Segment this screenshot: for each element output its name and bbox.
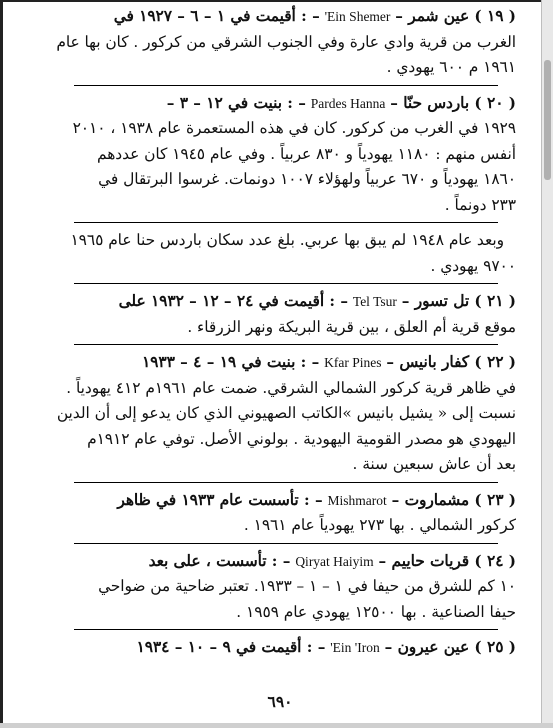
section-divider — [74, 283, 498, 284]
body-line: كركور الشمالي . بها ٢٧٣ يهودياً عام ١٩٦١ . — [243, 516, 516, 534]
body-line: نسبت إلى « يشيل بانيس »الكاتب الصهيوني الذي كان يدعو إلى أن الدين — [56, 404, 516, 422]
entry-heading-line — [44, 4, 516, 30]
entry-heading-text: – : تأسست ، على بعد — [148, 551, 291, 570]
body-line: ١٩٦١ م ٦٠٠ يهودي . — [386, 58, 516, 76]
scrollbar-thumb[interactable] — [544, 60, 551, 180]
entry-heading-text: – : أقيمت في ٩ – ١٠ – ١٩٣٤ — [136, 638, 326, 656]
entry-latin-name: 'Ein 'Iron — [330, 640, 380, 655]
body-line: أنفس منهم : ١١٨٠ يهودياً و ٨٣٠ عربياً . وفي عام ١٩٤٥ كان عددهم — [97, 144, 516, 163]
body-line: الغرب من قرية وادي عارة وفي الجنوب الشرقي من كركور . كان بها عام — [56, 32, 516, 51]
entry-heading-line — [44, 91, 516, 117]
entry-title: ( ٢٤ ) قريات حاييم – — [378, 551, 516, 570]
body-line: وبعد عام ١٩٤٨ لم يبق بها عربي. بلغ عدد سكان باردس حنا عام ١٩٦٥ — [70, 231, 504, 249]
body-line: موقع قرية أم العلق ، بين قرية البريكة ونهر الزرقاء . — [187, 317, 516, 336]
vertical-scrollbar[interactable] — [541, 0, 553, 723]
entry-latin-name: 'Ein Shemer — [324, 9, 391, 24]
section-divider — [74, 482, 498, 483]
entry-title: ( ٢٢ ) كفار بانيس – — [386, 353, 516, 371]
window-top-border — [0, 0, 553, 2]
body-line: ١٩٢٩ في الغرب من كركور. كان في هذه المستعمرة عام ١٩٣٨ ، ٢٠١٠ — [72, 119, 516, 137]
entry-latin-name: Pardes Hanna — [310, 95, 386, 111]
entry-heading-line — [44, 635, 516, 661]
section-divider — [74, 85, 498, 86]
entry-24 — [44, 549, 516, 626]
section-divider — [74, 543, 498, 544]
entry-heading-line — [44, 350, 516, 376]
entry-latin-name: Qiryat Haiyim — [295, 553, 374, 569]
window-left-border — [0, 0, 3, 728]
document-page — [44, 4, 516, 716]
entry-heading-text: – : أقيمت في ١ – ٦ – ١٩٢٧ في — [113, 7, 320, 25]
entry-heading-text: – : بنيت في ١٩ – ٤ – ١٩٣٣ — [141, 353, 320, 371]
entry-title: ( ٢٣ ) مشماروت – — [391, 490, 516, 509]
entry-title: ( ٢٠ ) باردس حنّا – — [390, 93, 516, 112]
entry-21 — [44, 289, 516, 340]
entry-heading-text: – : بنيت في ١٢ – ٣ – — [166, 93, 306, 112]
body-line: اليهودي هو مصدر القومية اليهودية . بولوني الأصل. توفي عام ١٩١٢م — [87, 429, 516, 448]
section-divider — [74, 629, 498, 630]
entry-heading-line — [44, 549, 516, 575]
entry-title: ( ٢٥ ) عين عيرون – — [384, 638, 516, 656]
entry-latin-name: Mishmarot — [327, 492, 387, 508]
entry-heading-line — [44, 488, 516, 514]
page-number: ٦٩٠ — [267, 692, 293, 711]
entry-25 — [44, 635, 516, 661]
entry-20 — [44, 91, 516, 280]
entry-heading-line — [44, 289, 516, 315]
body-line: ١٨٦٠ يهودياً و ٦٧٠ عربياً ولهؤلاء ١٠٠٧ دونمات. غرسوا البرتقال في — [98, 170, 516, 188]
body-line: بعد أن عاش سبعين سنة . — [352, 455, 516, 473]
body-line: ٢٣٣ دونماً . — [444, 195, 516, 214]
entry-19 — [44, 4, 516, 81]
entry-latin-name: Tel Tsur — [352, 294, 397, 309]
entry-heading-text: – : أقيمت في ٢٤ – ١٢ – ١٩٣٢ على — [118, 292, 349, 310]
entry-title: ( ٢١ ) تل تسور – — [401, 292, 516, 310]
body-line: ٩٧٠٠ يهودي . — [430, 256, 516, 275]
entry-title: ( ١٩ ) عين شمر – — [395, 7, 516, 25]
section-divider — [74, 344, 498, 345]
entry-22 — [44, 350, 516, 478]
body-line: ١٠ كم للشرق من حيفا في ١ – ١ – ١٩٣٣. تعتبر ضاحية من ضواحي — [98, 577, 516, 595]
body-line: حيفا الصناعية . بها ١٢٥٠٠ يهودي عام ١٩٥٩ . — [236, 602, 516, 621]
entry-latin-name: Kfar Pines — [324, 355, 382, 370]
section-divider — [74, 222, 498, 223]
entry-heading-text: – : تأسست عام ١٩٣٣ في ظاهر — [117, 490, 323, 509]
window-bottom-border — [0, 723, 553, 728]
body-line: في ظاهر قرية كركور الشمالي الشرقي. ضمت عام ١٩٦١م ٤١٢ يهودياً . — [66, 378, 516, 397]
entry-23 — [44, 488, 516, 539]
